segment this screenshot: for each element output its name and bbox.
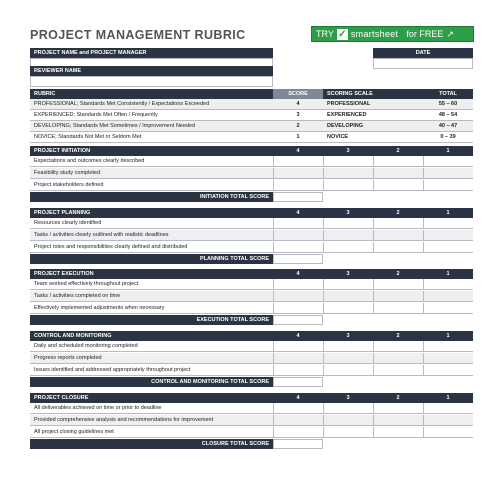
rubric-row-score: 3 [273, 110, 323, 121]
rubric-row-score: 4 [273, 99, 323, 110]
score-cell[interactable] [273, 341, 323, 352]
score-cell[interactable] [423, 365, 473, 376]
score-cell[interactable] [323, 218, 373, 229]
rubric-row-scale: EXPERIENCED [323, 110, 423, 121]
score-cell[interactable] [423, 291, 473, 302]
rubric-row-scale: DEVELOPING [323, 121, 423, 132]
score-cell[interactable] [323, 303, 373, 314]
score-cell[interactable] [423, 230, 473, 241]
score-cell[interactable] [423, 303, 473, 314]
score-cell[interactable] [323, 341, 373, 352]
section-title: PROJECT PLANNING [30, 208, 273, 218]
score-col-header: 4 [273, 393, 323, 403]
score-cell[interactable] [273, 291, 323, 302]
section-total-label: CONTROL AND MONITORING TOTAL SCORE [30, 377, 273, 387]
external-link-icon: ↗ [446, 28, 454, 39]
section-total-field[interactable] [273, 192, 323, 202]
score-cell[interactable] [423, 156, 473, 167]
section-total-label: CLOSURE TOTAL SCORE [30, 439, 273, 449]
score-cell[interactable] [323, 427, 373, 438]
score-col-header: 1 [423, 269, 473, 279]
score-cell[interactable] [273, 180, 323, 191]
rubric-row-scale: NOVICE [323, 132, 423, 143]
score-cell[interactable] [373, 218, 423, 229]
total-col-header: TOTAL [423, 89, 473, 99]
score-col-header: 2 [373, 146, 423, 156]
score-cell[interactable] [423, 180, 473, 191]
section-total-label: INITIATION TOTAL SCORE [30, 192, 273, 202]
score-col-header: SCORE [273, 89, 323, 99]
try-label: TRY [316, 29, 334, 39]
score-cell[interactable] [323, 365, 373, 376]
criteria-label: Progress reports completed [30, 353, 273, 364]
score-col-header: 1 [423, 208, 473, 218]
score-cell[interactable] [373, 279, 423, 290]
score-cell[interactable] [373, 365, 423, 376]
section-total-field[interactable] [273, 439, 323, 449]
score-cell[interactable] [373, 353, 423, 364]
score-col-header: 3 [323, 393, 373, 403]
score-cell[interactable] [373, 156, 423, 167]
section-title: CONTROL AND MONITORING [30, 331, 273, 341]
rubric-row-total: 0 – 39 [423, 132, 473, 143]
score-col-header: 3 [323, 269, 373, 279]
criteria-label: Tasks / activities clearly outlined with realistic deadlines [30, 230, 273, 241]
criteria-label: Expectations and outcomes clearly described [30, 156, 273, 167]
rubric-row-total: 55 – 60 [423, 99, 473, 110]
score-cell[interactable] [273, 168, 323, 179]
score-cell[interactable] [323, 168, 373, 179]
checkmark-icon: ✓ [338, 28, 347, 40]
reviewer-field[interactable] [30, 76, 273, 87]
section-title: PROJECT EXECUTION [30, 269, 273, 279]
score-cell[interactable] [323, 230, 373, 241]
section-title: PROJECT CLOSURE [30, 393, 273, 403]
score-cell[interactable] [373, 415, 423, 426]
score-col-header: 2 [373, 208, 423, 218]
section-total-field[interactable] [273, 315, 323, 325]
score-cell[interactable] [323, 291, 373, 302]
score-col-header: 3 [323, 146, 373, 156]
page-title: PROJECT MANAGEMENT RUBRIC [30, 28, 246, 42]
score-cell[interactable] [373, 403, 423, 414]
reviewer-header: REVIEWER NAME [30, 66, 273, 76]
score-col-header: 4 [273, 208, 323, 218]
score-col-header: 3 [323, 331, 373, 341]
score-cell[interactable] [373, 180, 423, 191]
score-cell[interactable] [273, 353, 323, 364]
score-cell[interactable] [273, 415, 323, 426]
score-col-header: 1 [423, 393, 473, 403]
score-cell[interactable] [273, 303, 323, 314]
score-cell[interactable] [323, 403, 373, 414]
score-cell[interactable] [273, 427, 323, 438]
project-name-header: PROJECT NAME and PROJECT MANAGER [30, 48, 273, 58]
score-cell[interactable] [273, 230, 323, 241]
score-cell[interactable] [423, 403, 473, 414]
rubric-row-score: 1 [273, 132, 323, 143]
score-cell[interactable] [423, 427, 473, 438]
score-cell[interactable] [323, 180, 373, 191]
criteria-label: Provided comprehensive analysis and recommendations for improvement [30, 415, 273, 426]
score-col-header: 3 [323, 208, 373, 218]
score-cell[interactable] [273, 156, 323, 167]
criteria-label: Feasibility study completed [30, 168, 273, 179]
score-cell[interactable] [423, 218, 473, 229]
score-col-header: 1 [423, 331, 473, 341]
score-cell[interactable] [373, 303, 423, 314]
score-col-header: 2 [373, 331, 423, 341]
score-col-header: 1 [423, 146, 473, 156]
section-total-field[interactable] [273, 377, 323, 387]
rubric-col-header: RUBRIC [30, 89, 273, 99]
criteria-label: Resources clearly identified [30, 218, 273, 229]
section-title: PROJECT INITIATION [30, 146, 273, 156]
section-total-field[interactable] [273, 254, 323, 264]
score-cell[interactable] [323, 156, 373, 167]
section-total-label: EXECUTION TOTAL SCORE [30, 315, 273, 325]
date-header: DATE [373, 48, 473, 58]
section-total-label: PLANNING TOTAL SCORE [30, 254, 273, 264]
score-cell[interactable] [373, 168, 423, 179]
score-col-header: 4 [273, 146, 323, 156]
criteria-label: Issues identified and addressed appropriately throughout project [30, 365, 273, 376]
score-cell[interactable] [423, 242, 473, 253]
criteria-label: Team worked effectively throughout project [30, 279, 273, 290]
criteria-label: Effectively implemented adjustments when necessary [30, 303, 273, 314]
score-cell[interactable] [423, 353, 473, 364]
score-cell[interactable] [323, 415, 373, 426]
rubric-row-label: EXPERIENCED; Standards Met Often / Frequently [30, 110, 273, 121]
rubric-row-scale: PROFESSIONAL [323, 99, 423, 110]
score-cell[interactable] [373, 341, 423, 352]
brand-label: smartsheet [350, 29, 399, 39]
criteria-label: Project stakeholders defined [30, 180, 273, 191]
score-col-header: 4 [273, 331, 323, 341]
score-cell[interactable] [273, 365, 323, 376]
score-cell[interactable] [323, 353, 373, 364]
score-cell[interactable] [423, 279, 473, 290]
score-cell[interactable] [423, 415, 473, 426]
score-cell[interactable] [273, 242, 323, 253]
rubric-row-total: 40 – 47 [423, 121, 473, 132]
score-col-header: 4 [273, 269, 323, 279]
score-cell[interactable] [273, 218, 323, 229]
score-cell[interactable] [323, 242, 373, 253]
rubric-row-label: DEVELOPING; Standards Met Sometimes / Improvement Needed [30, 121, 273, 132]
free-label: for FREE [406, 29, 444, 39]
rubric-row-label: PROFESSIONAL; Standards Met Consistently / Expectations Exceeded [30, 99, 273, 110]
criteria-label: Tasks / activities completed on time [30, 291, 273, 302]
score-cell[interactable] [373, 291, 423, 302]
score-cell[interactable] [323, 279, 373, 290]
try-smartsheet-button[interactable] [311, 26, 474, 42]
score-cell[interactable] [273, 403, 323, 414]
rubric-row-total: 48 – 54 [423, 110, 473, 121]
criteria-label: All deliverables achieved on time or prior to deadline [30, 403, 273, 414]
score-cell[interactable] [373, 242, 423, 253]
score-col-header: 2 [373, 269, 423, 279]
rubric-row-label: NOVICE; Standards Not Met or Seldom Met [30, 132, 273, 143]
score-cell[interactable] [423, 168, 473, 179]
score-col-header: 2 [373, 393, 423, 403]
score-cell[interactable] [373, 427, 423, 438]
score-cell[interactable] [273, 279, 323, 290]
date-field[interactable] [373, 58, 473, 69]
criteria-label: All project closing guidelines met [30, 427, 273, 438]
scale-col-header: SCORING SCALE [323, 89, 423, 99]
criteria-label: Daily and scheduled monitoring completed [30, 341, 273, 352]
criteria-label: Project roles and responsibilities clearly defined and distributed [30, 242, 273, 253]
rubric-row-score: 2 [273, 121, 323, 132]
score-cell[interactable] [373, 230, 423, 241]
score-cell[interactable] [423, 341, 473, 352]
